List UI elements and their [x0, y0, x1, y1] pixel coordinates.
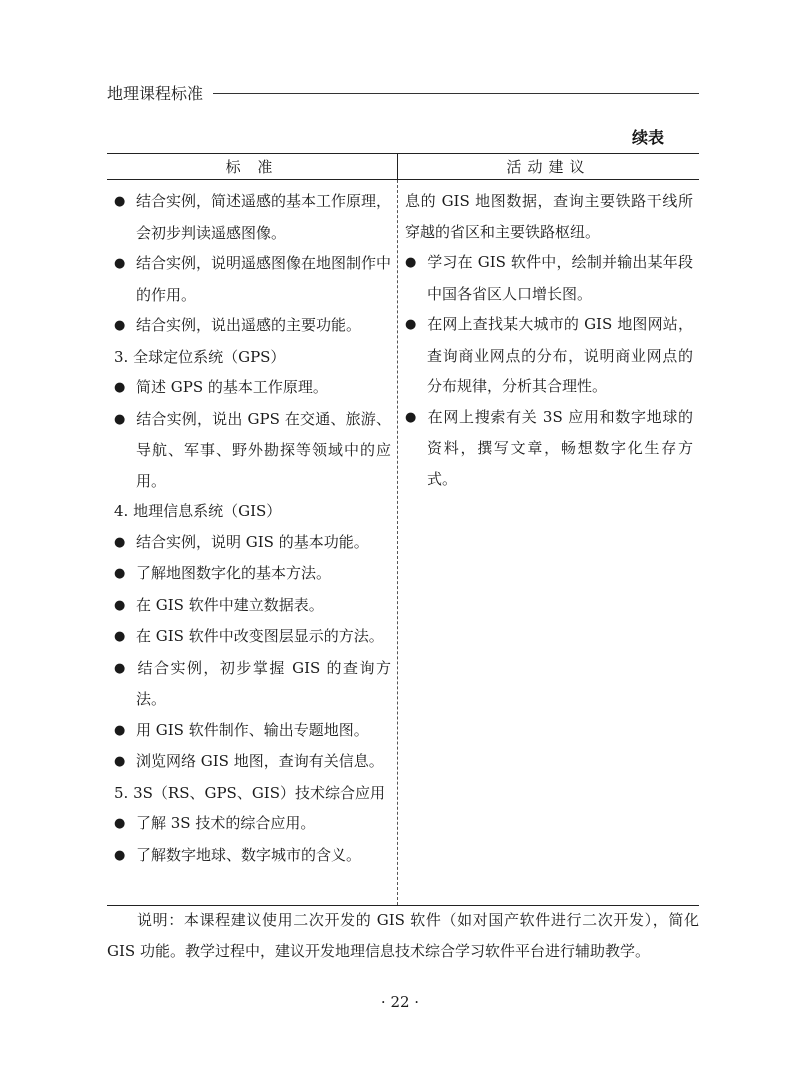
list-item: ● 结合实例，说出遥感的主要功能。	[114, 310, 391, 342]
page-number: · 22 ·	[380, 993, 420, 1011]
list-item: ● 在 GIS 软件中建立数据表。	[114, 590, 391, 622]
list-item: ● 了解地图数字化的基本方法。	[114, 558, 391, 590]
list-item: ● 结合实例，初步掌握 GIS 的查询方法。	[114, 653, 391, 715]
standards-table	[107, 153, 699, 906]
running-header	[107, 80, 699, 104]
header-rule	[213, 93, 699, 94]
list-item: ● 结合实例，简述遥感的基本工作原理，会初步判读遥感图像。	[114, 186, 391, 248]
section-heading: 3. 全球定位系统（GPS）	[114, 347, 286, 366]
list-item: 息的 GIS 地图数据，查询主要铁路干线所穿越的省区和主要铁路枢纽。	[405, 192, 693, 241]
list-item: ● 用 GIS 软件制作、输出专题地图。	[114, 715, 391, 747]
list-item: ● 结合实例，说明 GIS 的基本功能。	[114, 527, 391, 559]
list-item: ● 浏览网络 GIS 地图，查询有关信息。	[114, 746, 391, 778]
running-title: 地理课程标准	[107, 83, 204, 103]
list-item: ● 在网上搜索有关 3S 应用和数字地球的资料，撰写文章，畅想数字化生存方式。	[405, 402, 693, 495]
list-item: ● 在网上查找某大城市的 GIS 地图网站，查询商业网点的分布，说明商业网点的分布规律，分析其合理性。	[405, 309, 693, 402]
table-note: 说明：本课程建议使用二次开发的 GIS 软件（如对国产软件进行二次开发），简化 GIS 功能。教学过程中，建议开发地理信息技术综合学习软件平台进行辅助教学。	[107, 911, 699, 960]
table-header-row	[107, 154, 699, 180]
section-heading: 5. 3S（RS、GPS、GIS）技术综合应用	[114, 783, 386, 802]
section-heading: 4. 地理信息系统（GIS）	[114, 502, 282, 520]
list-item: ● 结合实例，说出 GPS 在交通、旅游、导航、军事、野外勘探等领域中的应用。	[114, 404, 391, 497]
list-item: ● 了解数字地球、数字城市的含义。	[114, 840, 391, 872]
activities-cell	[398, 180, 700, 906]
continued-label: 续表	[631, 128, 664, 147]
standards-cell	[107, 180, 398, 906]
list-item: ● 了解 3S 技术的综合应用。	[114, 808, 391, 840]
list-item: ● 结合实例，说明遥感图像在地图制作中的作用。	[114, 248, 391, 310]
list-item: ● 简述 GPS 的基本工作原理。	[114, 372, 391, 404]
table-body-row	[107, 180, 699, 906]
column-header-standards: 标 准	[107, 154, 398, 180]
list-item: ● 学习在 GIS 软件中，绘制并输出某年段中国各省区人口增长图。	[405, 247, 693, 309]
column-header-activities: 活动建议	[398, 154, 700, 180]
list-item: ● 在 GIS 软件中改变图层显示的方法。	[114, 621, 391, 653]
